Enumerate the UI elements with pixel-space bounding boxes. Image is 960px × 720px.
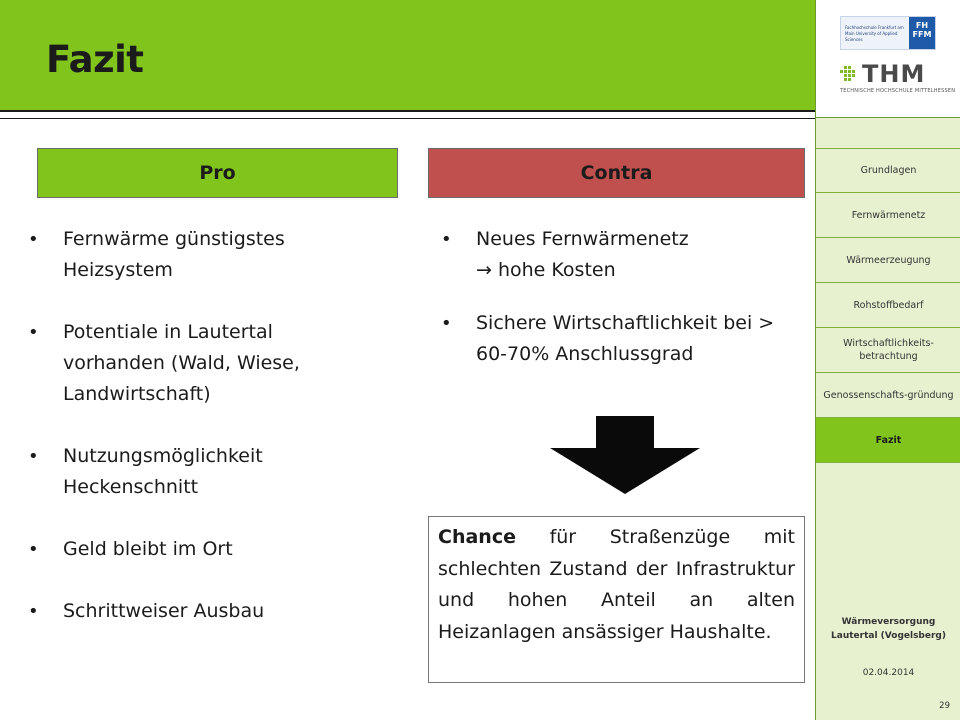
fh-logo-mark: [909, 17, 935, 49]
presentation-date: 02.04.2014: [862, 668, 915, 678]
nav-item-fernwaermenetz[interactable]: Fernwärmenetz: [816, 193, 960, 238]
thm-logo-subtitle: TECHNISCHE HOCHSCHULE MITTELHESSEN: [840, 88, 956, 94]
sidebar: [815, 0, 960, 720]
subject-line1: Wärmeversorgung: [841, 617, 936, 627]
pro-item: • Schrittweiser Ausbau: [28, 596, 368, 627]
fh-frankfurt-logo: [840, 16, 936, 50]
nav-item-wirtschaftlichkeit[interactable]: Wirtschaftlichkeits-betrachtung: [816, 328, 960, 373]
contra-item: [441, 224, 811, 286]
page-title: Fazit: [46, 38, 144, 81]
conclusion-text: für Straßenzüge mit schlechten Zustand der Infrastruktur und hohen Anteil an alten Heizanlagen ansässiger Haushalte.: [438, 526, 795, 643]
section-nav: [816, 148, 960, 463]
pro-item: • Fernwärme günstigstes Heizsystem: [28, 224, 368, 286]
fh-mark-line1: FH: [915, 21, 929, 30]
thm-logo: [840, 60, 956, 98]
thm-logo-word: THM: [862, 60, 926, 88]
pro-item: • Potentiale in Lautertal vorhanden (Wald, Wiese, Landwirtschaft): [28, 317, 368, 410]
header-divider: [0, 118, 815, 119]
logo-area: [816, 0, 960, 118]
fh-logo-text: Fachhochschule Frankfurt am Main University of Applied Sciences: [845, 25, 904, 42]
slide-number: 29: [939, 701, 950, 711]
down-arrow-icon: [550, 416, 700, 494]
contra-header: Contra: [428, 148, 805, 198]
fh-mark-line2: FFM: [912, 30, 932, 39]
conclusion-box: [428, 516, 805, 683]
contra-item-text: Neues Fernwärmenetz: [476, 228, 689, 250]
pro-header: Pro: [37, 148, 398, 198]
contra-list: [441, 224, 811, 392]
presentation-subject: [816, 615, 960, 643]
right-arrow-icon: →: [476, 259, 492, 281]
nav-item-waermeerzeugung[interactable]: Wärmeerzeugung: [816, 238, 960, 283]
contra-item-consequence: hohe Kosten: [497, 259, 616, 281]
nav-item-genossenschaft[interactable]: Genossenschafts-gründung: [816, 373, 960, 418]
conclusion-keyword: Chance: [438, 526, 516, 548]
contra-item: • Sichere Wirtschaftlichkeit bei > 60-70% Anschlussgrad: [441, 308, 811, 370]
nav-item-grundlagen[interactable]: Grundlagen: [816, 148, 960, 193]
thm-dots-icon: [840, 64, 856, 84]
nav-item-fazit[interactable]: Fazit: [816, 418, 960, 463]
nav-item-rohstoffbedarf[interactable]: Rohstoffbedarf: [816, 283, 960, 328]
pro-list: [28, 224, 368, 658]
subject-line2: Lautertal (Vogelsberg): [831, 631, 946, 641]
pro-item: • Nutzungsmöglichkeit Heckenschnitt: [28, 441, 368, 503]
pro-item: • Geld bleibt im Ort: [28, 534, 368, 565]
